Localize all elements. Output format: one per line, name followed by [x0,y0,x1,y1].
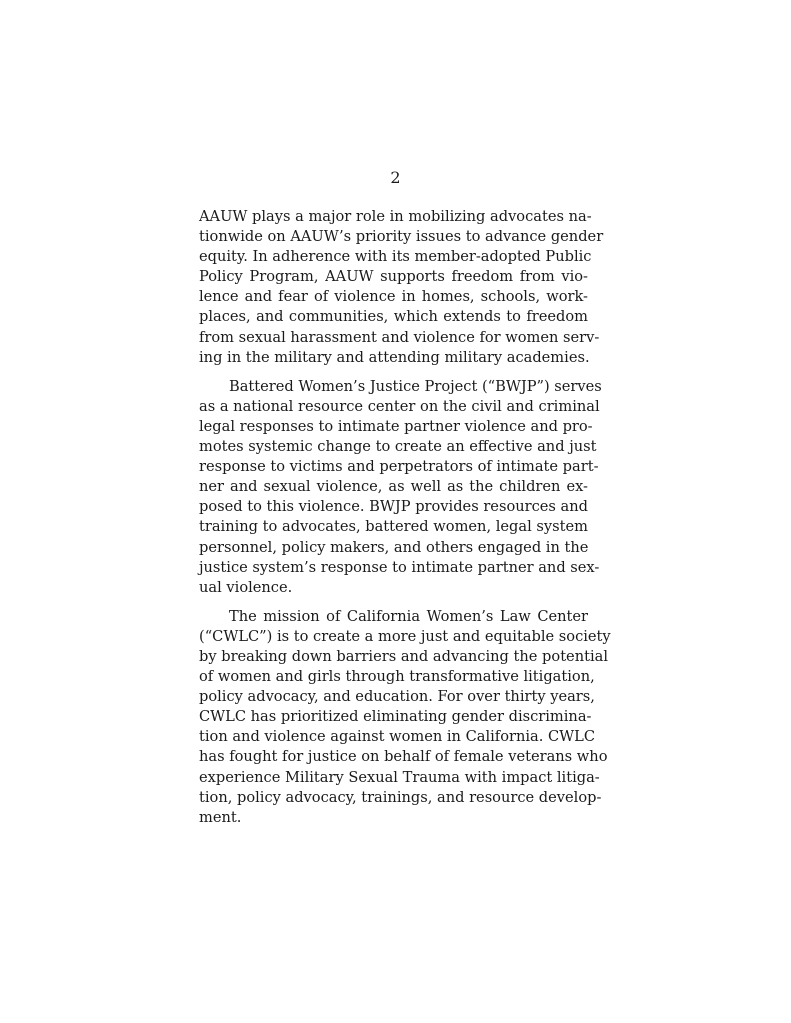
text-line: by breaking down barriers and advancing the potential [199,647,608,665]
text-line: AAUW plays a major role in mobilizing advocates na- [199,208,592,225]
text-line: (“CWLC”) is to create a more just and equitable society [199,627,611,645]
paragraph-cwlc [199,607,611,828]
text-line: from sexual harassment and violence for women serv- [199,328,600,346]
text-line: tionwide on AAUW’s priority issues to advance gender [199,228,604,246]
text-line: of women and girls through transformative litigation, [199,668,595,686]
text-line: experience Military Sexual Trauma with impact litiga- [199,768,600,786]
text-line: Policy Program, AAUW supports freedom from vio- [199,268,588,286]
text-line: Battered Women’s Justice Project (“BWJP”) serves [229,377,602,395]
page-number: 2 [390,168,401,187]
text-line: response to victims and perpetrators of intimate part- [199,458,599,476]
text-line: ual violence. [199,578,293,596]
text-line: posed to this violence. BWJP provides resources and [199,498,588,516]
paragraph-bwjp [199,377,602,598]
text-line: justice system’s response to intimate partner and sex- [199,558,600,576]
text-line: as a national resource center on the civil and criminal [199,397,600,415]
text-line: training to advocates, battered women, legal system [199,518,588,536]
text-line: ing in the military and attending military academies. [199,348,590,366]
text-line: policy advocacy, and education. For over thirty years, [199,688,595,706]
text-line: has fought for justice on behalf of female veterans who [199,748,608,766]
text-line: ment. [199,808,242,826]
text-line: tion, policy advocacy, trainings, and resource develop- [199,788,602,806]
text-line: tion and violence against women in California. CWLC [199,728,596,746]
text-line: CWLC has prioritized eliminating gender discrimina- [199,708,592,726]
text-line: personnel, policy makers, and others engaged in the [199,538,589,556]
text-line: legal responses to intimate partner violence and pro- [199,417,593,435]
paragraph-aauw [199,207,604,368]
text-line: ner and sexual violence, as well as the children ex- [199,478,588,496]
text-line: The mission of California Women’s Law Center [229,607,588,625]
body-text [199,207,611,837]
text-line: motes systemic change to create an effective and just [199,438,597,456]
text-line: lence and fear of violence in homes, schools, work- [199,288,588,306]
text-line: places, and communities, which extends to freedom [199,308,588,326]
text-line: equity. In adherence with its member-adopted Public [199,248,592,266]
